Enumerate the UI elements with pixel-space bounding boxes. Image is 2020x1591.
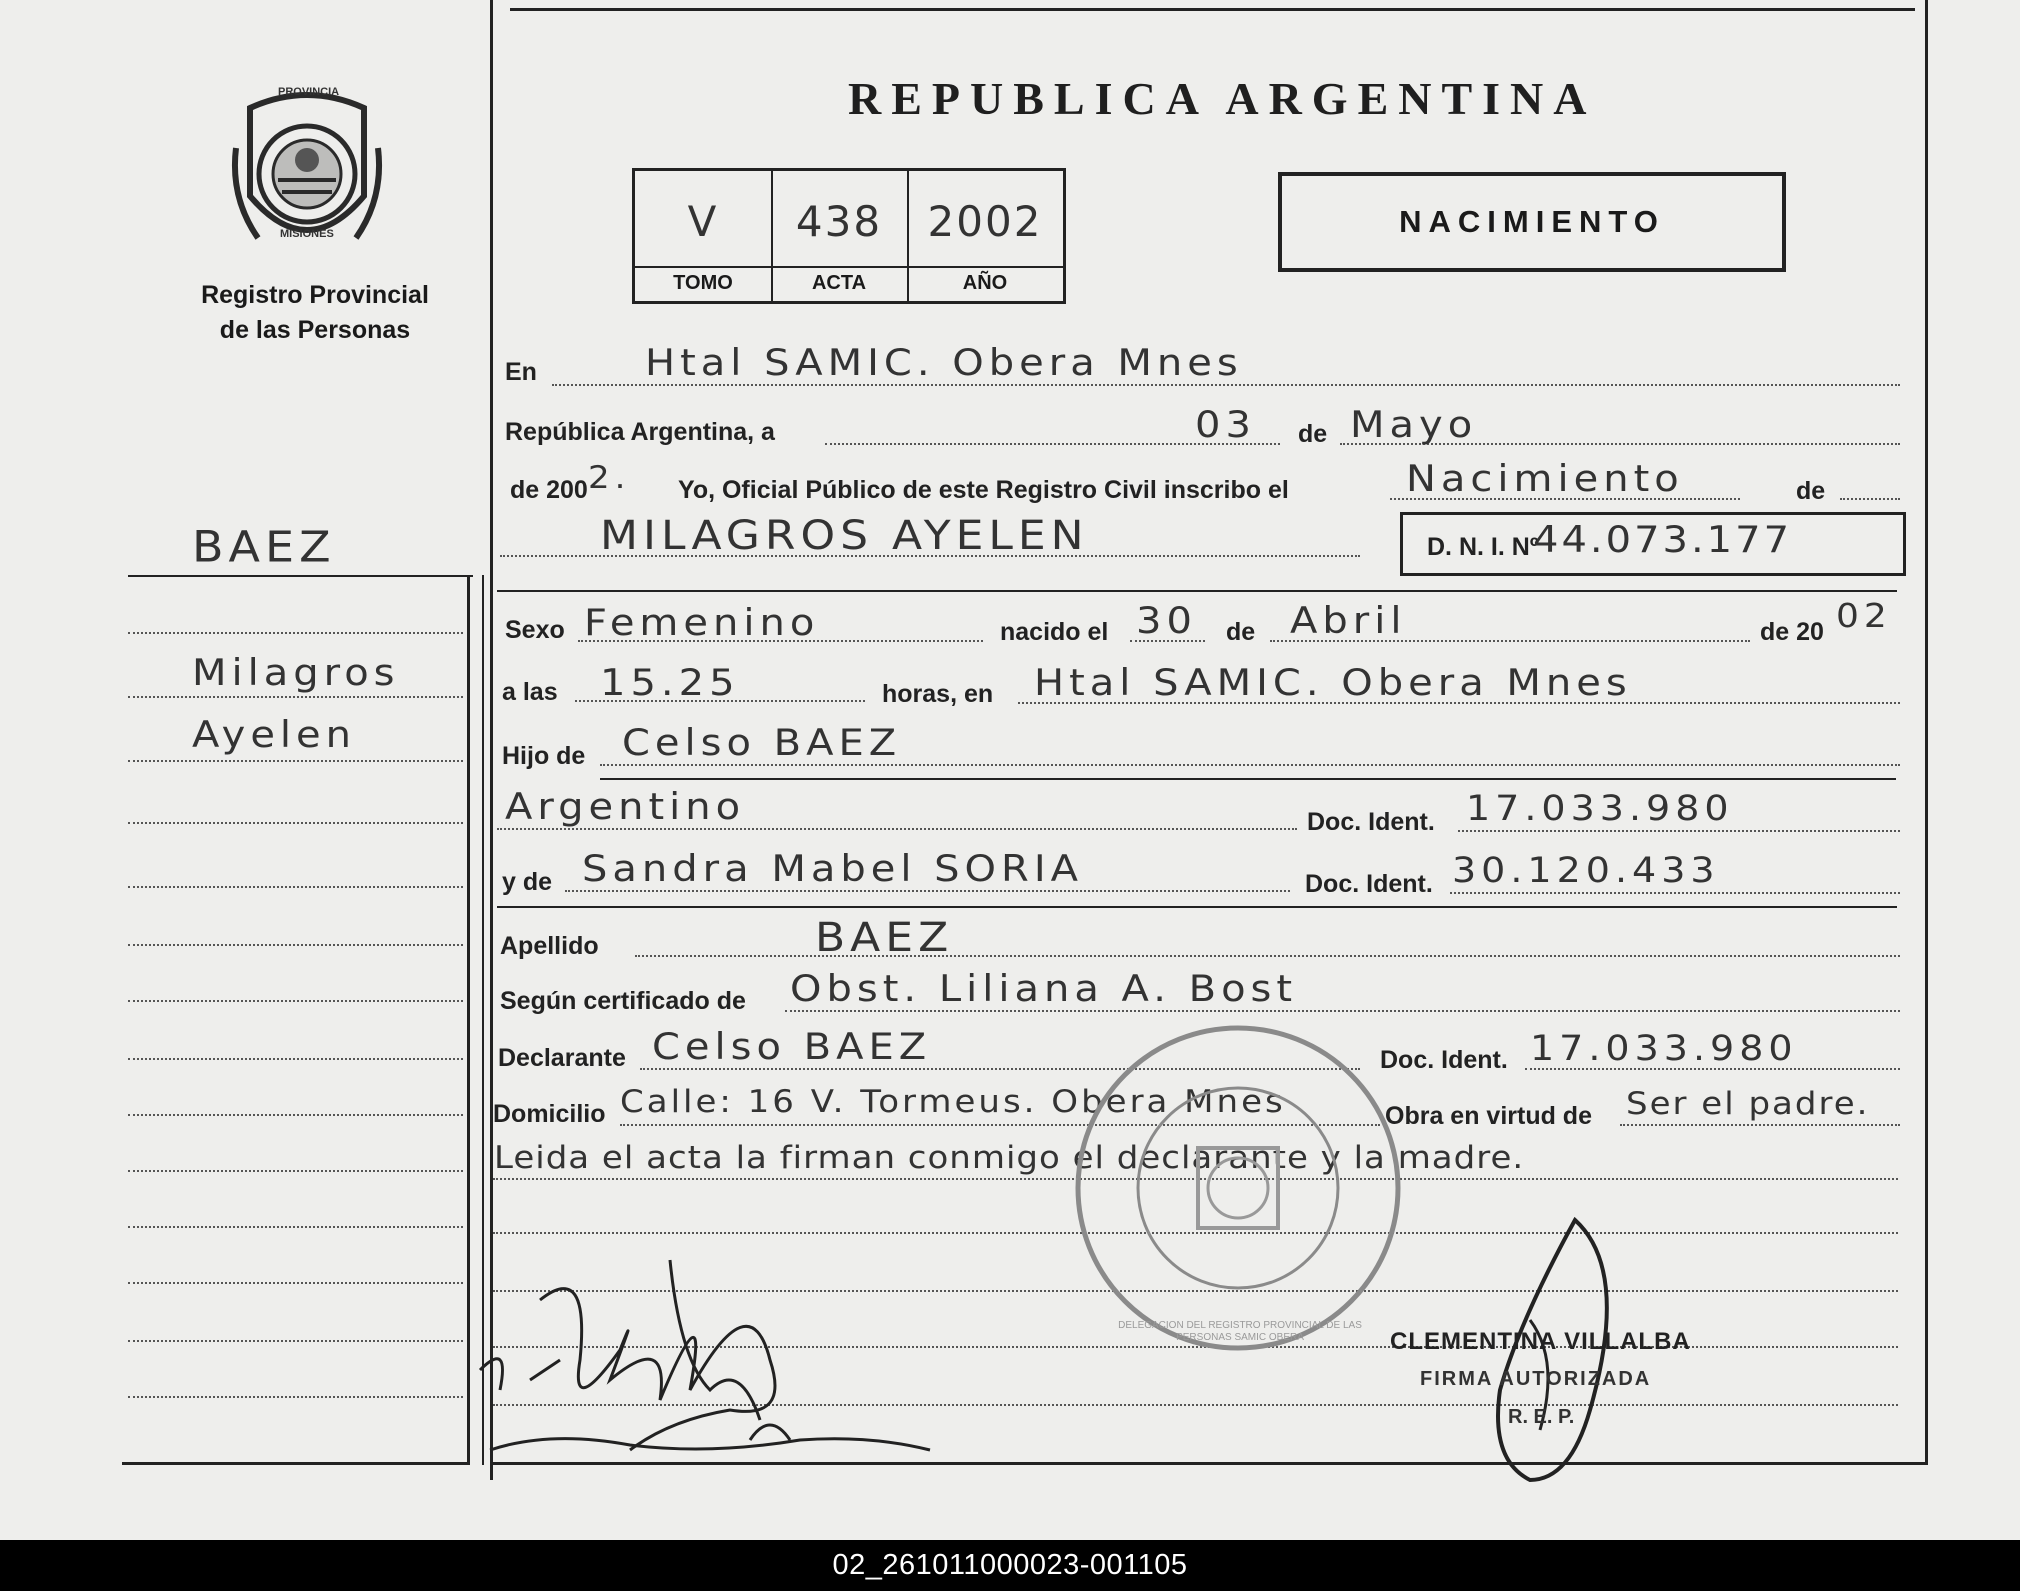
birth-month-value: Abril [1290,599,1407,643]
republica-label: República Argentina, a [505,418,775,446]
document-type: NACIMIENTO [1399,204,1665,239]
mother-doc-dots [1450,892,1900,894]
doc-ident-label-3: Doc. Ident. [1380,1046,1508,1074]
birth-place-value: Htal SAMIC. Obera Mnes [1034,661,1632,705]
official-ref: R. E. P. [1508,1406,1575,1428]
left-dotted-rule [128,1000,463,1002]
event-value: Nacimiento [1406,457,1684,501]
top-border [510,8,1915,11]
section-rule-2 [497,906,1897,908]
apellido-value: BAEZ [815,914,954,961]
birth-day-value: 30 [1136,599,1197,643]
stamp-circle-text: DELEGACION DEL REGISTRO PROVINCIAL DE LAS PERSONAS SAMIC OBERA [1118,1320,1362,1343]
y-de-label: y de [502,868,553,896]
ano-label: AÑO [907,266,1063,295]
de-label-2: de [1796,477,1826,505]
left-dotted-rule [128,944,463,946]
obra-dots [1620,1124,1900,1126]
left-surname: BAEZ [192,522,336,572]
apellido-label: Apellido [500,932,599,960]
parent-signature-icon [470,1240,950,1470]
acta-label: ACTA [771,266,907,295]
sexo-value: Femenino [584,601,820,645]
birth-year-suffix: 02 [1836,597,1892,636]
dni-value: 44.073.177 [1533,518,1793,562]
acta-value: 438 [795,197,883,246]
section-rule-1 [497,590,1897,592]
declarante-doc-dots [1525,1068,1900,1070]
domicilio-label: Domicilio [493,1100,606,1128]
declarante-value: Celso BAEZ [652,1025,932,1069]
left-given-name-2: Ayelen [192,713,357,757]
left-dotted-rule [128,632,463,634]
registry-line-2: de las Personas [219,316,411,344]
domicilio-value: Calle: 16 V. Tormeus. Obera Mnes [620,1083,1286,1121]
year-prefix: de 200 [510,476,588,504]
father-name-value: Celso BAEZ [622,721,902,765]
day-value: 03 [1195,403,1256,447]
doc-ident-label-2: Doc. Ident. [1305,870,1433,898]
left-dotted-rule [128,1282,463,1284]
left-given-name-1: Milagros [192,651,400,695]
hijo-label: Hijo de [502,742,586,770]
closing-value: Leida el acta la firman conmigo el declarante y la madre. [494,1139,1525,1177]
left-dotted-rule [128,822,463,824]
father-doc-value: 17.033.980 [1466,787,1734,829]
seal-text-top: PROVINCIA [278,86,340,98]
doc-ident-label-1: Doc. Ident. [1307,808,1435,836]
en-value: Htal SAMIC. Obera Mnes [645,341,1243,385]
left-dotted-rule [128,1170,463,1172]
left-dotted-rule [128,1226,463,1228]
mother-doc-value: 30.120.433 [1452,849,1720,891]
obra-value: Ser el padre. [1626,1085,1870,1123]
en-label: En [505,358,537,386]
de-label: de [1298,420,1328,448]
declarante-label: Declarante [498,1044,626,1072]
left-dotted-rule [128,696,463,698]
ano-cell [907,171,1063,301]
sexo-label: Sexo [505,616,565,644]
tomo-label: TOMO [635,266,771,295]
yo-text: Yo, Oficial Público de este Registro Civil inscribo el [678,476,1289,504]
seal-text-bottom: MISIONES [280,228,334,240]
mother-name-value: Sandra Mabel SORIA [582,847,1083,891]
nacido-label: nacido el [1000,618,1109,646]
hour-value: 15.25 [600,661,740,705]
acta-cell [771,171,909,301]
fullname-value: MILAGROS AYELEN [600,512,1089,559]
en-dots [552,384,1900,386]
record-number-box [632,168,1066,304]
tomo-value: V [687,197,719,246]
scan-footer-code: 02_261011000023-001105 [0,1540,2020,1591]
de-dots-2 [1840,498,1900,500]
obra-label: Obra en virtud de [1385,1102,1592,1130]
registry-stamp-icon [1068,1018,1408,1358]
declarante-doc-value: 17.033.980 [1530,1027,1798,1069]
father-doc-dots [1458,830,1900,832]
registry-line-1: Registro Provincial [201,281,429,309]
document-type-box [1278,172,1786,272]
nationality-dots [497,828,1297,830]
father-dots [600,764,1900,766]
left-dotted-rule [128,1114,463,1116]
dni-label: D. N. I. Nº [1427,533,1539,561]
ano-value: 2002 [927,197,1043,246]
left-dotted-rule [128,1340,463,1342]
mother-dots [565,890,1290,892]
segun-dots [785,1010,1900,1012]
left-dotted-rule [128,760,463,762]
left-dotted-rule [128,1396,463,1398]
left-surname-rule [128,575,473,577]
left-bottom-border [122,1462,467,1465]
country-title: REPUBLICA ARGENTINA [848,73,1597,124]
horas-label: horas, en [882,680,994,708]
official-name: CLEMENTINA VILLALBA [1390,1328,1691,1355]
official-title: FIRMA AUTORIZADA [1420,1368,1652,1390]
dni-box [1400,512,1906,576]
right-border [1925,0,1928,1465]
year-suffix: 2. [588,459,631,497]
a-las-label: a las [502,678,558,706]
father-nationality-value: Argentino [505,785,746,829]
father-rule [600,778,1896,780]
segun-label: Según certificado de [500,987,746,1015]
de-label-3: de [1226,618,1256,646]
tomo-cell [635,171,773,301]
left-dotted-rule [128,886,463,888]
left-dotted-rule [128,1058,463,1060]
registry-name [160,278,470,348]
month-value: Mayo [1350,403,1478,447]
segun-value: Obst. Liliana A. Bost [790,967,1298,1011]
birth-year-prefix: de 20 [1760,618,1824,646]
